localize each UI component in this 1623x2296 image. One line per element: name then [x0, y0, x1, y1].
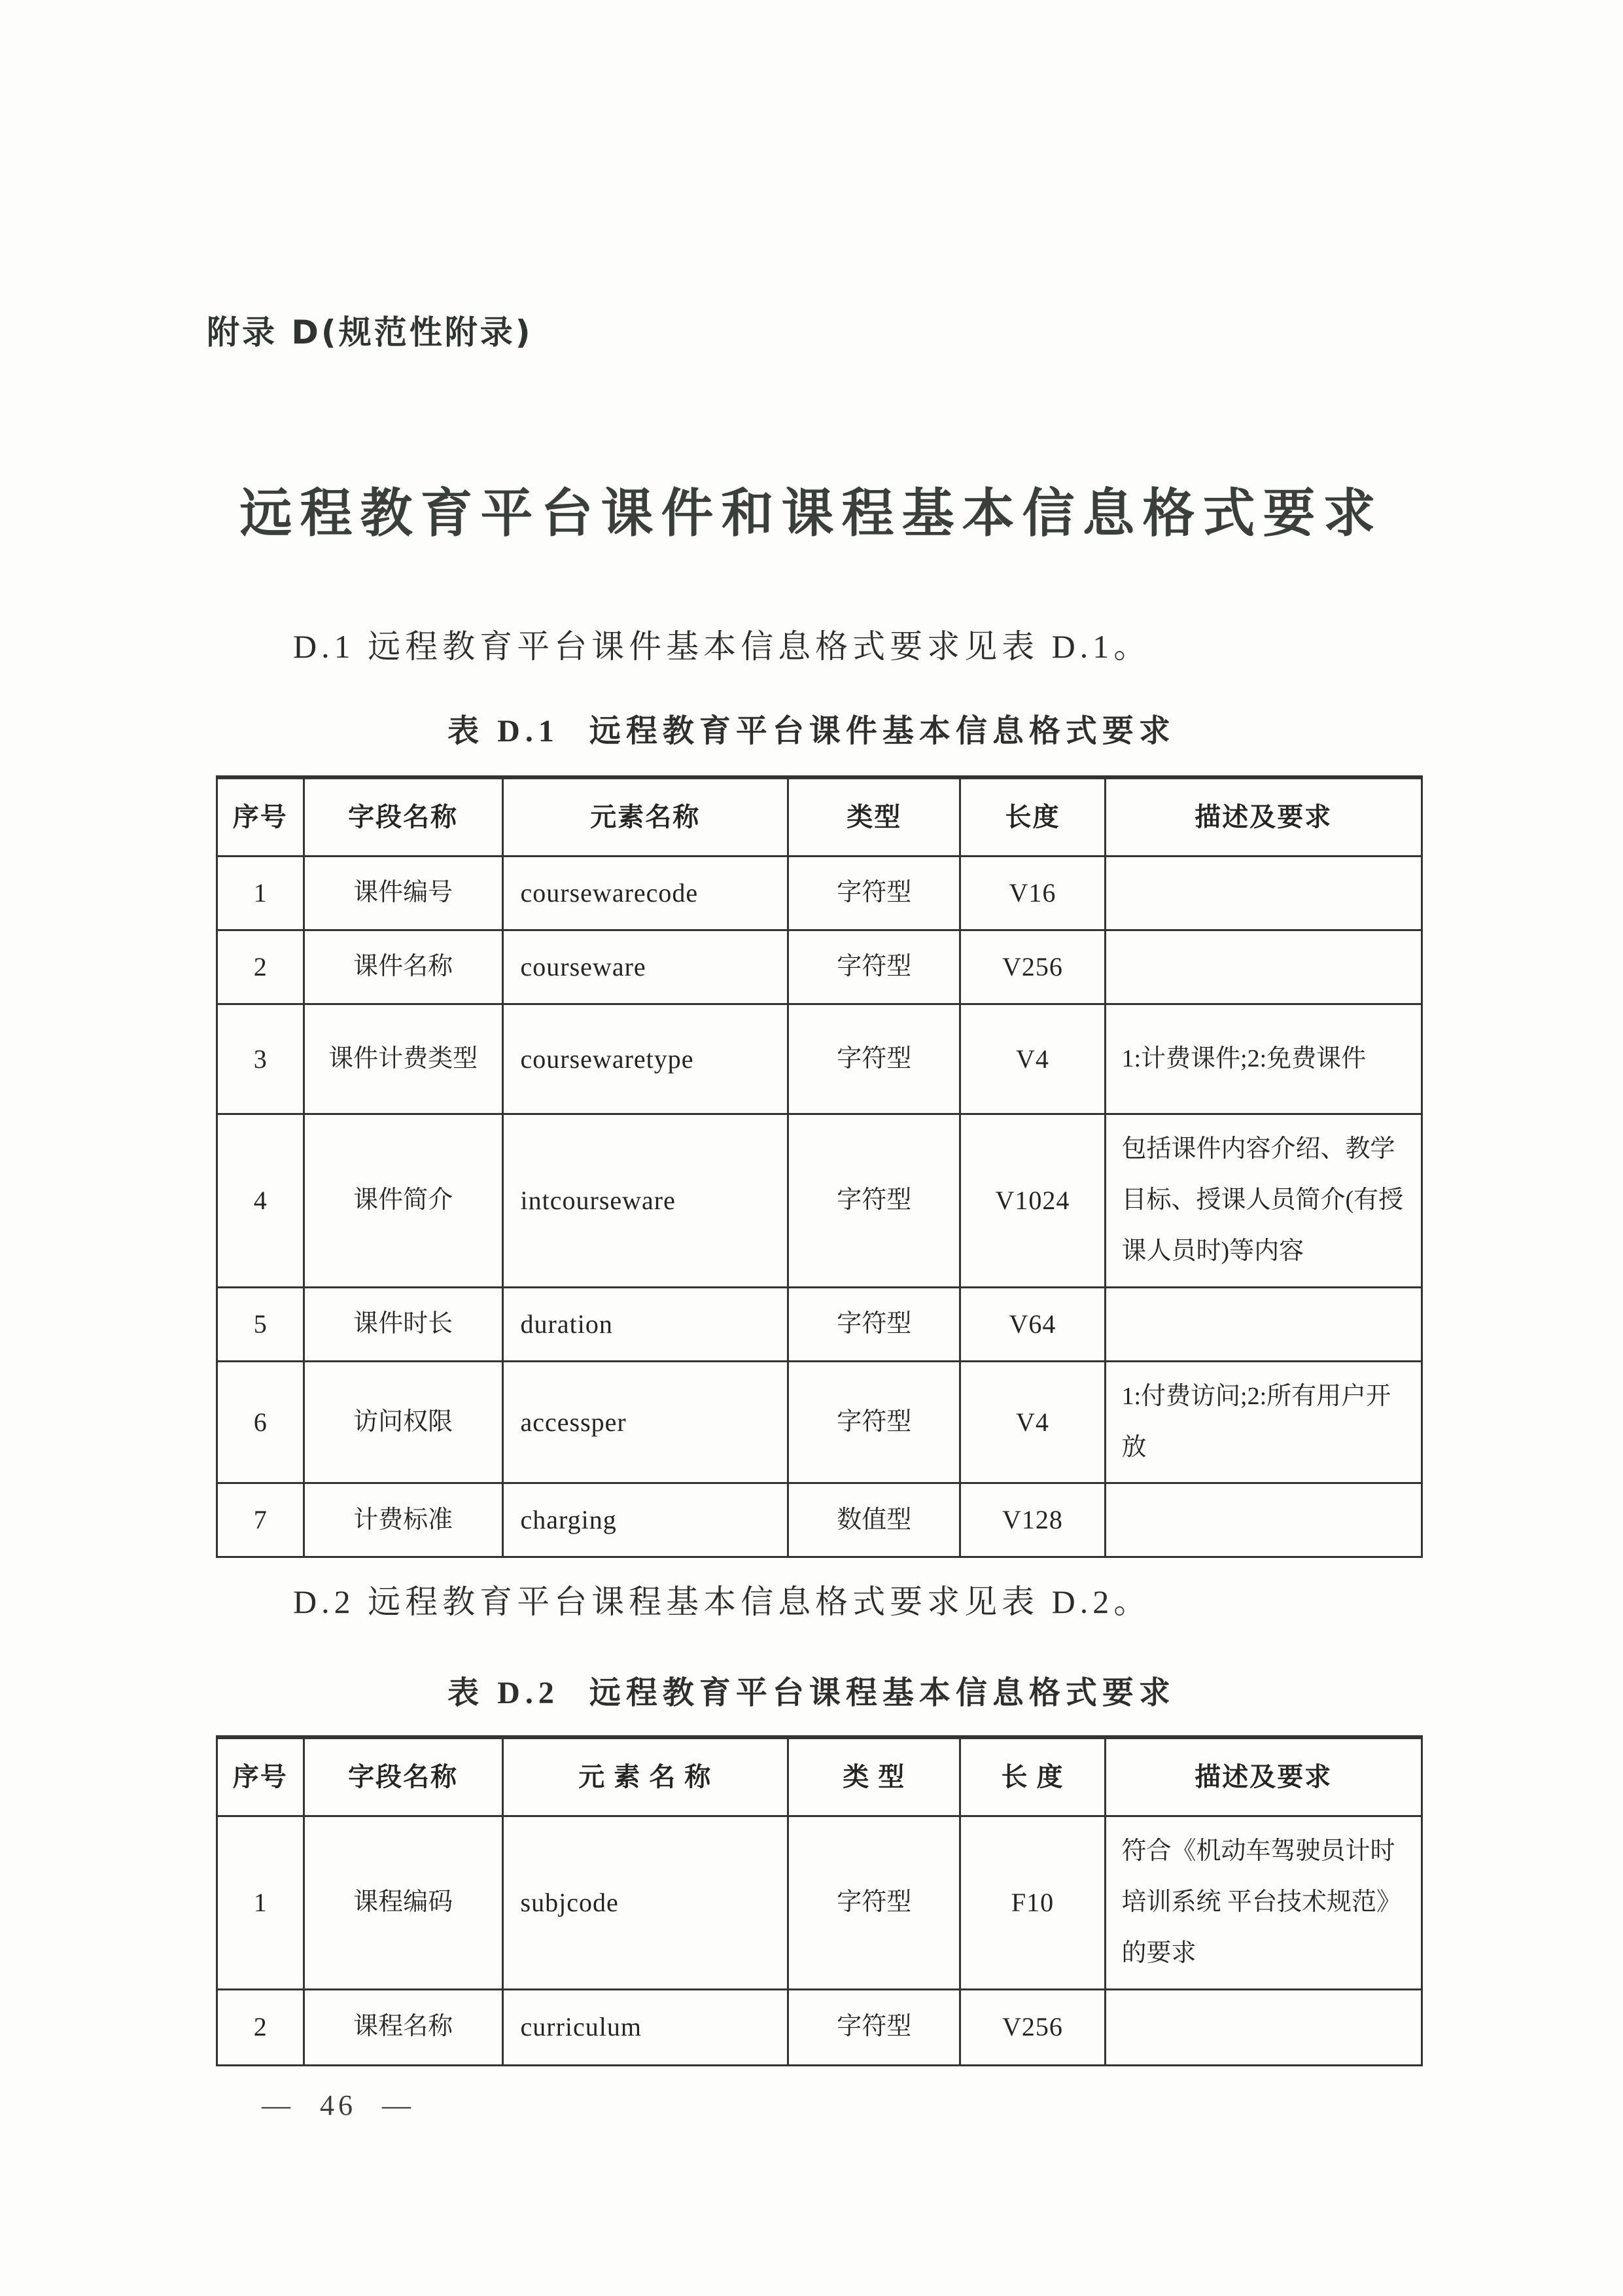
table-d1	[216, 775, 1423, 1558]
table-cell: 字符型	[788, 857, 960, 930]
table-d2-caption-label: 表 D.2	[447, 1676, 559, 1710]
table-cell: 1	[217, 1816, 304, 1990]
table-cell: coursewarecode	[502, 857, 788, 930]
table-row	[217, 1989, 1422, 2065]
table-cell: 字符型	[788, 1361, 960, 1483]
column-header: 长度	[960, 777, 1105, 857]
table-cell: courseware	[502, 930, 788, 1004]
table-cell	[1105, 930, 1422, 1004]
table-cell: 2	[217, 930, 304, 1004]
table-cell	[1105, 1989, 1422, 2065]
column-header: 长 度	[960, 1737, 1105, 1816]
table-cell: charging	[502, 1483, 788, 1557]
table-cell: 3	[217, 1004, 304, 1114]
table-row	[217, 930, 1422, 1004]
table-cell	[1105, 1483, 1422, 1557]
table-cell: 访问权限	[304, 1361, 502, 1483]
column-header: 字段名称	[304, 777, 502, 857]
table-cell: 1:付费访问;2:所有用户开放	[1105, 1361, 1422, 1483]
table-cell: V256	[960, 1989, 1105, 2065]
page-title: 远程教育平台课件和课程基本信息格式要求	[239, 483, 1384, 544]
table-cell: 计费标准	[304, 1483, 502, 1557]
table-cell: 课件计费类型	[304, 1004, 502, 1114]
column-header: 字段名称	[304, 1737, 502, 1816]
column-header: 描述及要求	[1105, 777, 1422, 857]
table-cell: 4	[217, 1114, 304, 1288]
table-cell: F10	[960, 1816, 1105, 1990]
table-row	[217, 1004, 1422, 1114]
table-row	[217, 1816, 1422, 1990]
table-cell: 包括课件内容介绍、教学目标、授课人员简介(有授课人员时)等内容	[1105, 1114, 1422, 1288]
header-row	[217, 777, 1422, 857]
table-cell: 1:计费课件;2:免费课件	[1105, 1004, 1422, 1114]
table-cell: 课件简介	[304, 1114, 502, 1288]
table-row	[217, 1361, 1422, 1483]
table-cell	[1105, 857, 1422, 930]
table-cell: coursewaretype	[502, 1004, 788, 1114]
table-cell: 2	[217, 1989, 304, 2065]
table-cell: V1024	[960, 1114, 1105, 1288]
column-header: 序号	[217, 1737, 304, 1816]
table-cell: 7	[217, 1483, 304, 1557]
page-number: — 46 —	[262, 2089, 415, 2121]
table-d1-caption	[0, 705, 1623, 751]
table-cell: subjcode	[502, 1816, 788, 1990]
table-cell: 1	[217, 857, 304, 930]
column-header: 描述及要求	[1105, 1737, 1422, 1816]
table-d1-caption-text: 远程教育平台课件基本信息格式要求	[589, 714, 1176, 749]
table-cell: 5	[217, 1287, 304, 1361]
column-header: 序号	[217, 777, 304, 857]
table-d2-caption-text: 远程教育平台课程基本信息格式要求	[589, 1676, 1176, 1710]
table-row	[217, 857, 1422, 930]
section-d2-intro: D.2 远程教育平台课程基本信息格式要求见表 D.2。	[293, 1583, 1151, 1620]
table-cell: accessper	[502, 1361, 788, 1483]
table-cell: V4	[960, 1361, 1105, 1483]
table-cell: 课件名称	[304, 930, 502, 1004]
header-row	[217, 1737, 1422, 1816]
table-cell: curriculum	[502, 1989, 788, 2065]
section-d1-intro: D.1 远程教育平台课件基本信息格式要求见表 D.1。	[293, 628, 1151, 665]
table-cell: 字符型	[788, 1114, 960, 1288]
table-row	[217, 1114, 1422, 1288]
table-cell: 6	[217, 1361, 304, 1483]
appendix-header: 附录 D(规范性附录)	[207, 313, 533, 351]
table-cell: 课程编码	[304, 1816, 502, 1990]
table-cell: 字符型	[788, 1816, 960, 1990]
table-cell: 字符型	[788, 930, 960, 1004]
table-cell: 课件编号	[304, 857, 502, 930]
table-cell: V64	[960, 1287, 1105, 1361]
table-cell	[1105, 1287, 1422, 1361]
table-cell: V128	[960, 1483, 1105, 1557]
table-d2	[216, 1735, 1423, 2066]
table-cell: 字符型	[788, 1989, 960, 2065]
table-d2-caption	[0, 1667, 1623, 1712]
table-cell: 字符型	[788, 1004, 960, 1114]
table-cell: 符合《机动车驾驶员计时培训系统 平台技术规范》的要求	[1105, 1816, 1422, 1990]
table-cell: 字符型	[788, 1287, 960, 1361]
column-header: 元素名称	[502, 777, 788, 857]
table-cell: V256	[960, 930, 1105, 1004]
column-header: 类型	[788, 777, 960, 857]
table-row	[217, 1287, 1422, 1361]
table-cell: duration	[502, 1287, 788, 1361]
table-cell: intcourseware	[502, 1114, 788, 1288]
table-cell: V4	[960, 1004, 1105, 1114]
table-d1-caption-label: 表 D.1	[447, 714, 559, 749]
table-cell: 课件时长	[304, 1287, 502, 1361]
column-header: 类 型	[788, 1737, 960, 1816]
column-header: 元 素 名 称	[502, 1737, 788, 1816]
table-cell: 数值型	[788, 1483, 960, 1557]
table-cell: 课程名称	[304, 1989, 502, 2065]
table-row	[217, 1483, 1422, 1557]
table-cell: V16	[960, 857, 1105, 930]
